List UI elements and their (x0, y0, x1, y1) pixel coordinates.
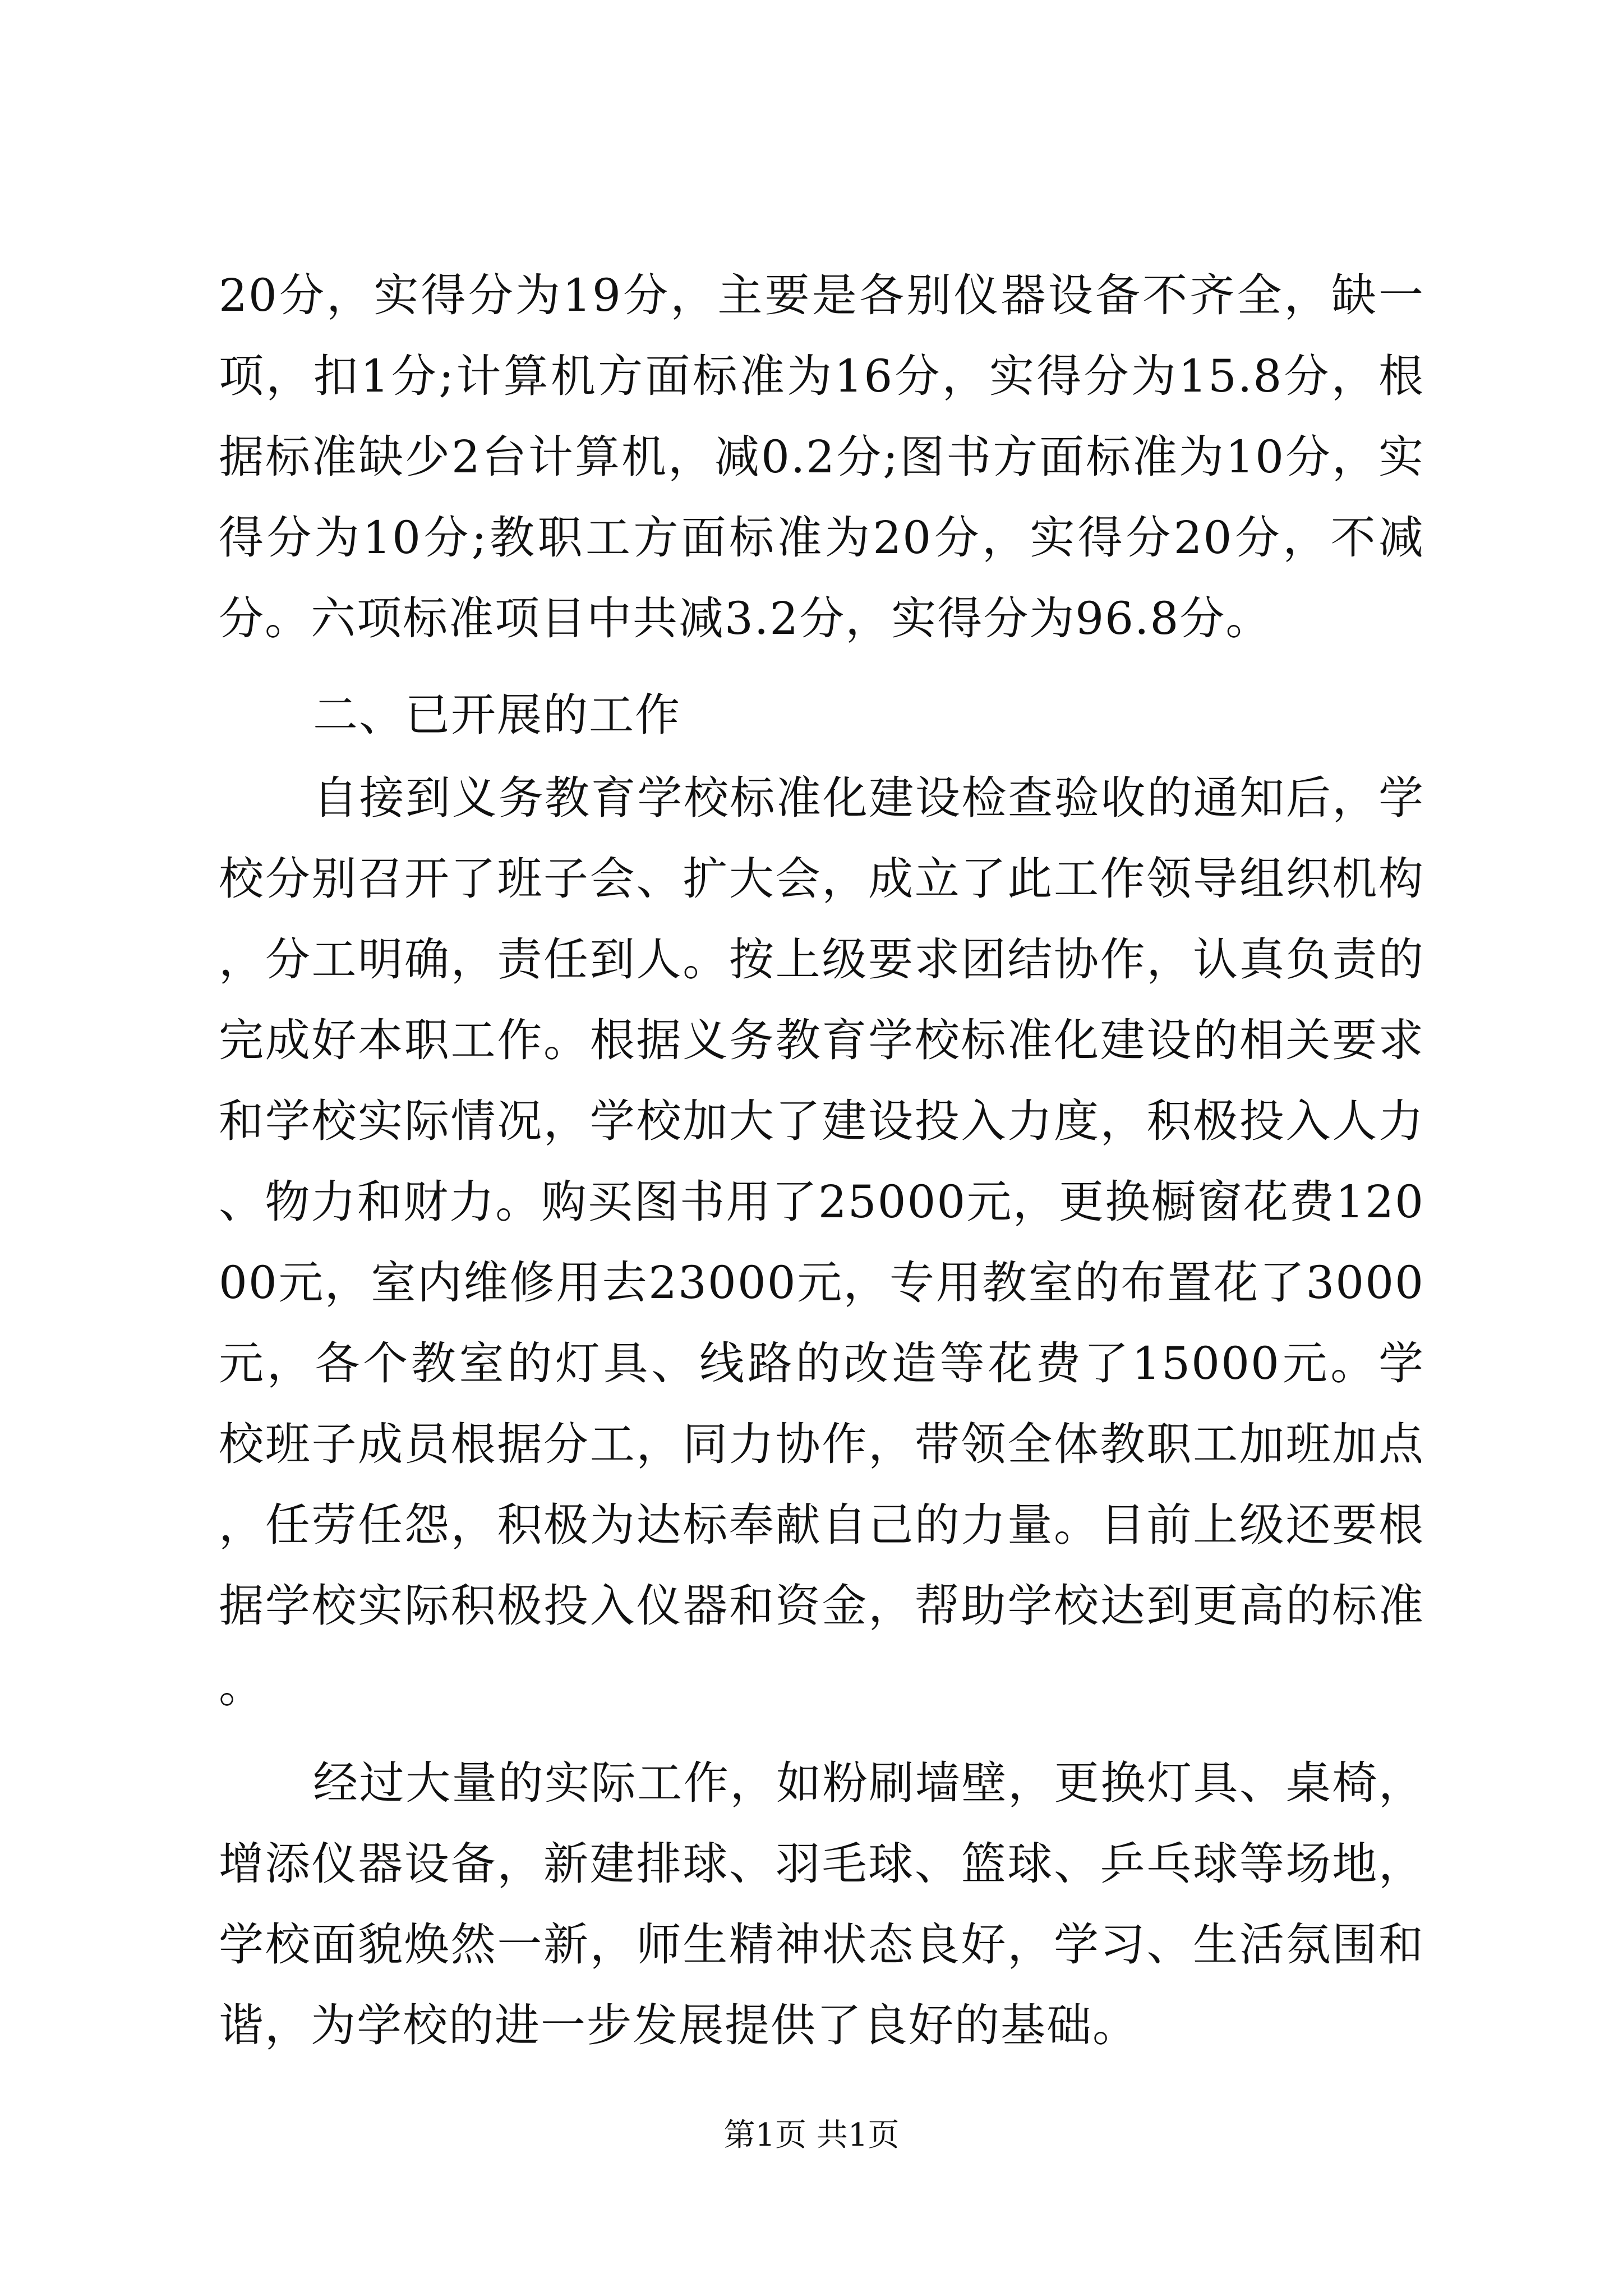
section-heading-work-done: 二、已开展的工作 (313, 689, 681, 741)
document-body (219, 255, 1424, 2066)
page-number-label: 第1页 共1页 (723, 2117, 900, 2154)
paragraph-work-details: 自接到义务教育学校标准化建设检查验收的通知后，学校分别召开了班子会、扩大会，成立了此工作领导组织机构，分工明确，责任到人。按上级要求团结协作，认真负责的完成好本职工作。根据义务教育学校标准化建设的相关要求和学校实际情况，学校加大了建设投入力度，积极投入人力、物力和财力。购买图书用了25000元，更换橱窗花费12000元，室内维修用去23000元，专用教室的布置花了3000元，各个教室的灯具、线路的改造等花费了15000元。学校班子成员根据分工，同力协作，带领全体教职工加班加点，任劳任怨，积极为达标奉献自己的力量。目前上级还要根据学校实际积极投入仪器和资金，帮助学校达到更高的标准。 (219, 772, 1424, 1713)
page-footer (0, 2116, 1623, 2155)
paragraph-results: 经过大量的实际工作，如粉刷墙壁，更换灯具、桌椅，增添仪器设备，新建排球、羽毛球、篮球、乒乓球等场地，学校面貌焕然一新，师生精神状态良好，学习、生活氛围和谐，为学校的进一步发展提供了良好的基础。 (219, 1757, 1424, 2051)
paragraph-score-summary: 20分，实得分为19分，主要是各别仪器设备不齐全，缺一项，扣1分;计算机方面标准为16分，实得分为15.8分，根据标准缺少2台计算机，减0.2分;图书方面标准为10分，实得分为10分;教职工方面标准为20分，实得分20分，不减分。六项标准项目中共减3.2分，实得分为96.8分。 (219, 269, 1424, 645)
